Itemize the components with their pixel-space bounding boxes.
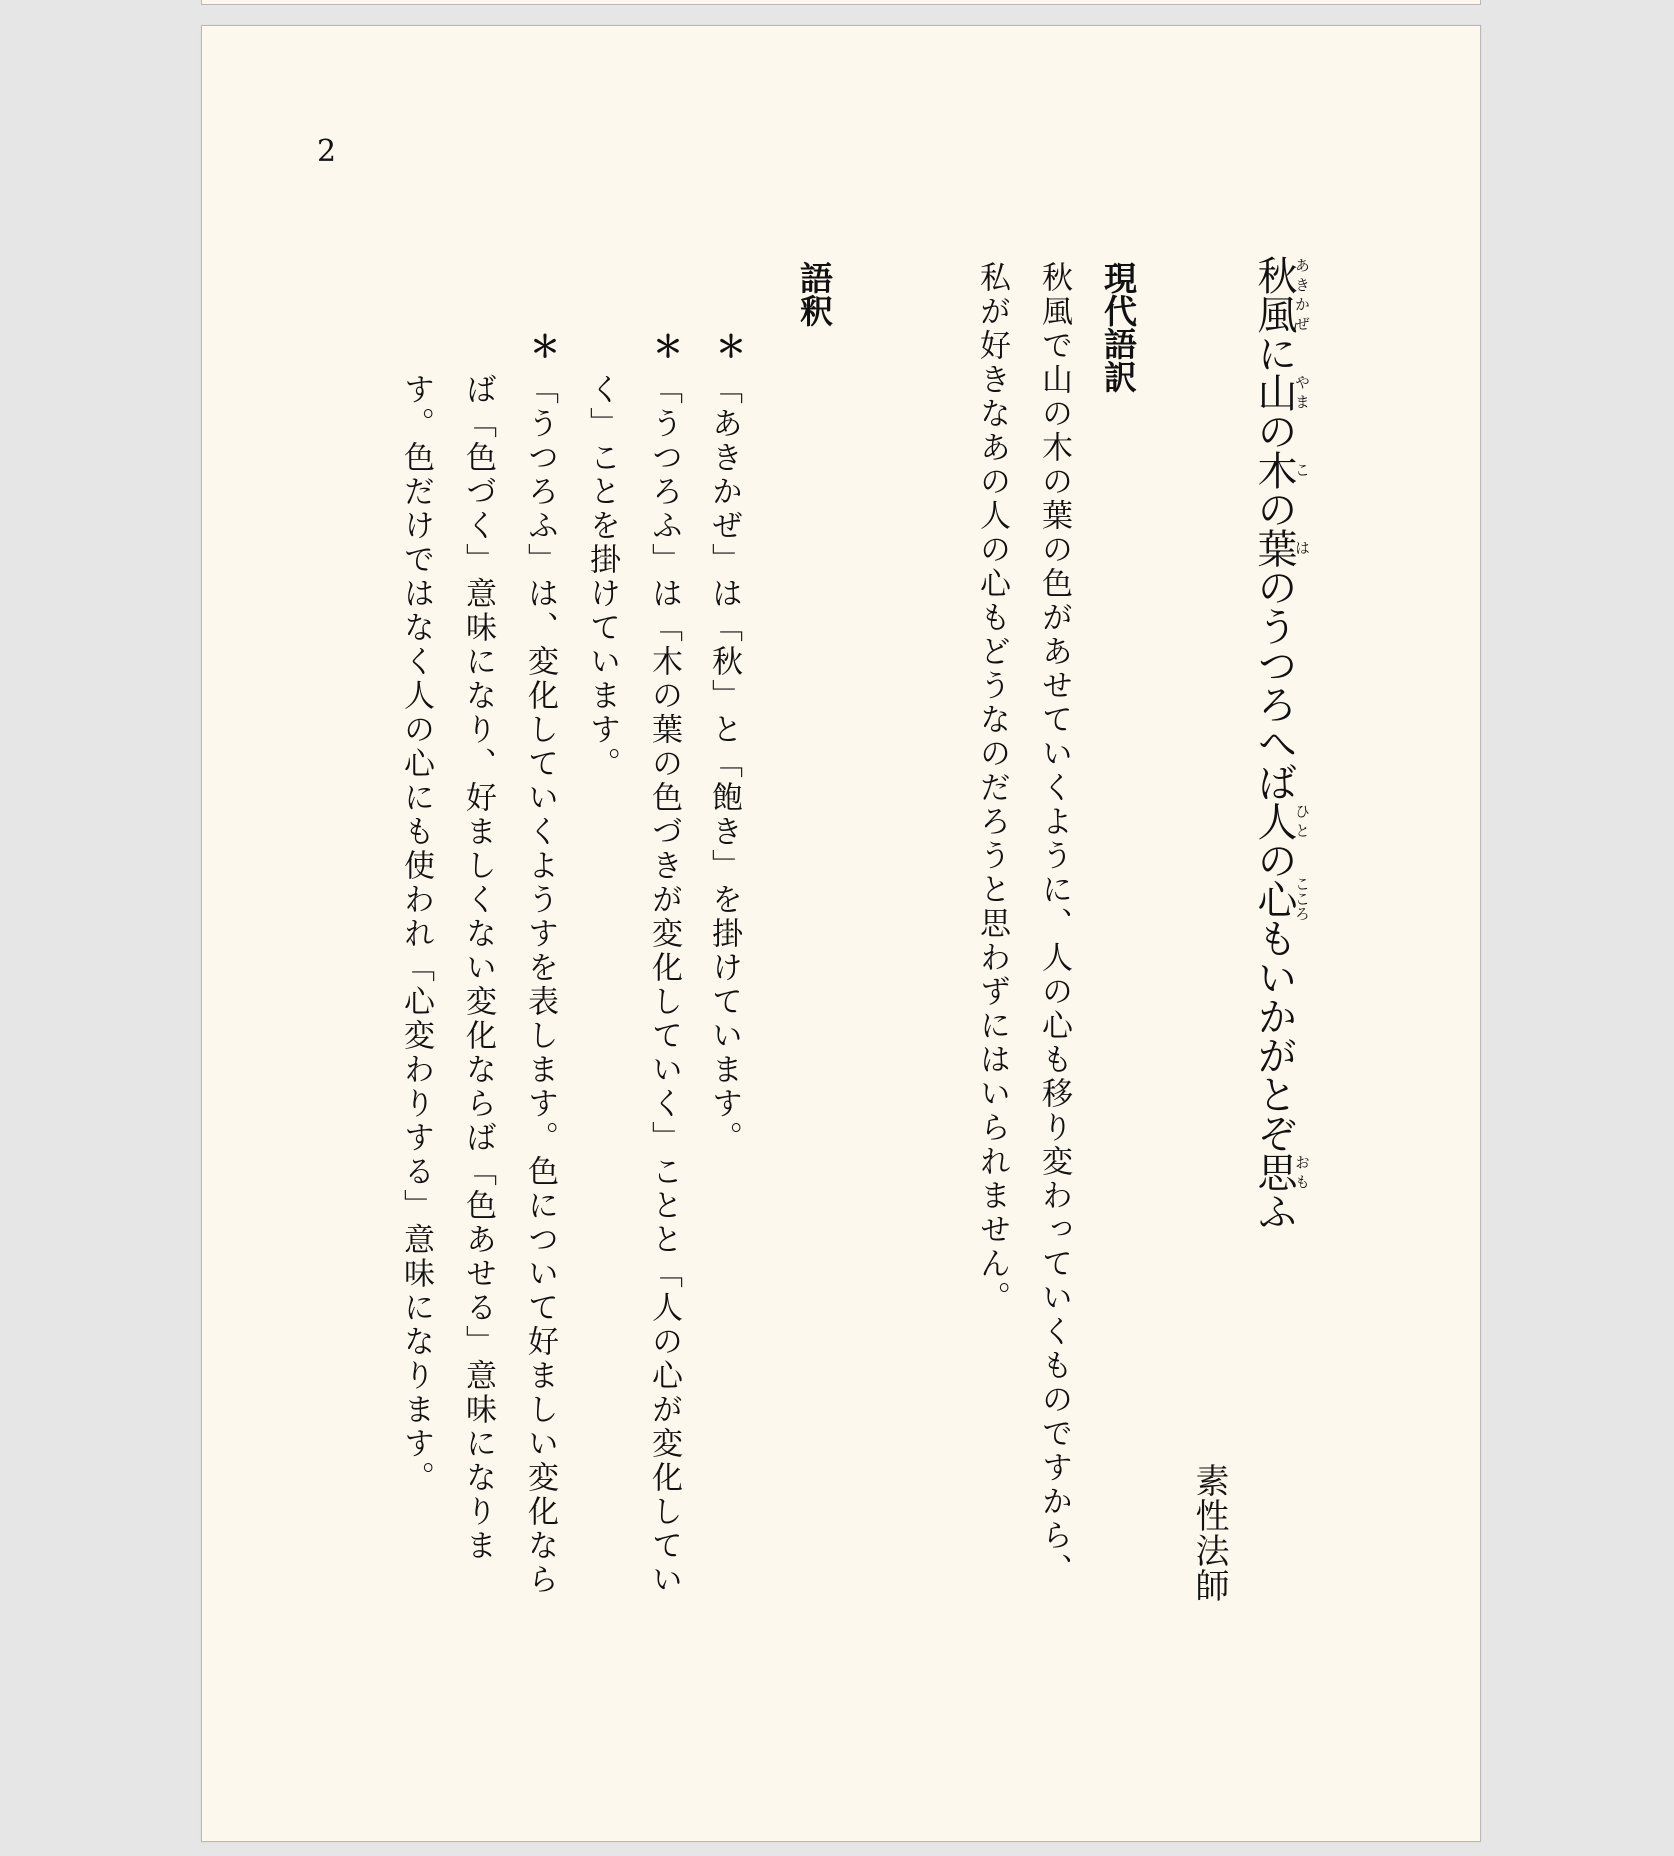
poem-kana: のうつろへば [1251, 567, 1297, 801]
poem-ruby: こ [1293, 450, 1311, 489]
glossary-line: 「うつろふ」は「木の葉の色づきが変化していく」ことと「人の心が変化してい [646, 373, 682, 1597]
glossary-bullet-icon: ＊ [647, 331, 682, 361]
translation-line: 秋風で山の木の葉の色があせていくように、人の心も移り変わっていくものですから、 [1036, 261, 1072, 1587]
poem-ruby: は [1293, 528, 1311, 567]
poem-kana: に [1251, 333, 1297, 372]
poem-author: 素性法師 [1189, 1463, 1229, 1603]
glossary-bullet-icon: ＊ [710, 331, 745, 361]
translation-line: 私が好きなあの人の心もどうなのだろうと思わずにはいられません。 [974, 261, 1010, 1315]
poem-kanji: 葉は [1251, 528, 1311, 567]
glossary-line: ば「色づく」意味になり、好ましくない変化ならば「色あせる」意味になりま [460, 373, 496, 1563]
poem-ruby: やま [1293, 372, 1311, 411]
poem-kana: の [1251, 489, 1297, 528]
poem-kana: の [1251, 840, 1297, 879]
translation-heading: 現代語訳 [1099, 261, 1138, 393]
poem-kana: ふ [1251, 1191, 1297, 1230]
previous-page-edge [201, 0, 1481, 5]
poem-ruby: こころ [1293, 876, 1311, 921]
poem-ruby: ひと [1293, 801, 1311, 840]
poem-kanji: 山やま [1251, 372, 1311, 411]
glossary-line: 「うつろふ」は、変化していくようすを表します。色について好ましい変化なら [522, 373, 558, 1597]
poem-kanji: 思おも [1251, 1152, 1311, 1191]
poem-ruby: あきかぜ [1293, 255, 1311, 333]
poem-kanji: 秋風あきかぜ [1251, 255, 1311, 333]
document-page [201, 25, 1481, 1842]
page-number: 2 [317, 134, 337, 169]
poem-ruby: おも [1293, 1152, 1311, 1191]
poem-kanji: 人ひと [1251, 801, 1311, 840]
poem-text [1251, 255, 1311, 1230]
poem-kana: もいかがとぞ [1251, 918, 1297, 1152]
glossary-bullet-icon: ＊ [524, 331, 559, 361]
poem-kanji: 心こころ [1251, 876, 1311, 921]
glossary-line: く」ことを掛けています。 [584, 373, 620, 781]
poem-kanji: 木こ [1251, 450, 1311, 489]
glossary-heading: 語釈 [795, 261, 834, 327]
glossary-line: す。色だけではなく人の心にも使われ「心変わりする」意味になります。 [398, 373, 434, 1495]
glossary-line: 「あきかぜ」は「秋」と「飽き」を掛けています。 [706, 373, 742, 1155]
poem-kana: の [1251, 411, 1297, 450]
